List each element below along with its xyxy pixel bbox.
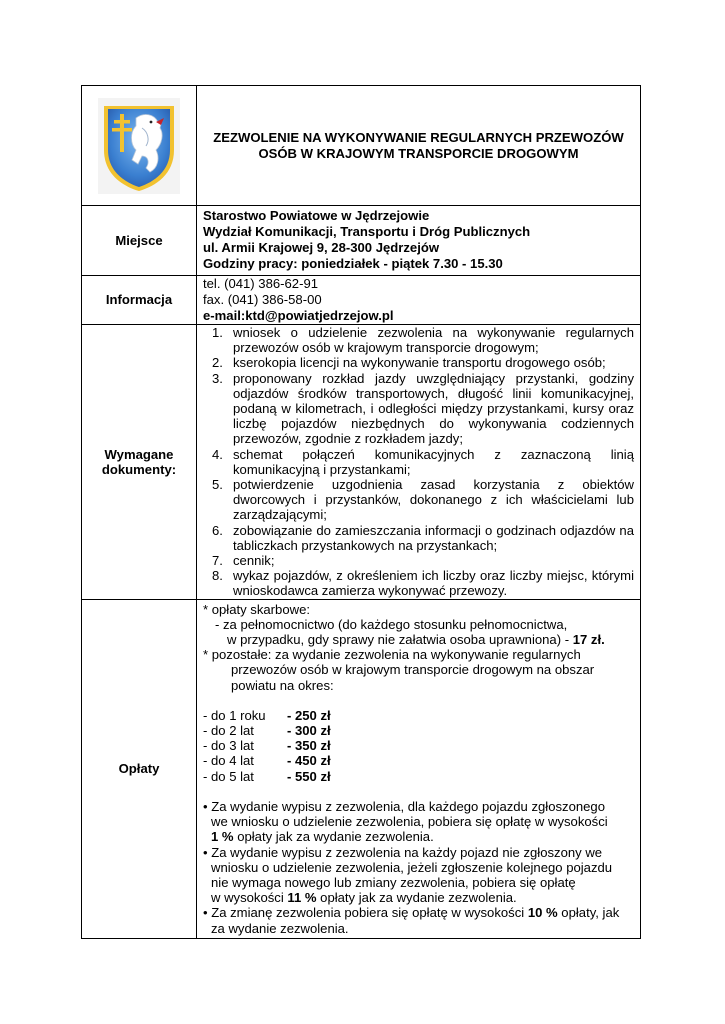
info-row <box>82 276 641 325</box>
header-row <box>82 86 641 206</box>
stamp-fee-line2 <box>203 632 634 647</box>
rate-row <box>203 708 634 723</box>
page-title-line2: OSÓB W KRAJOWYM TRANSPORCIE DROGOWYM <box>258 145 579 161</box>
office-hours: Godziny pracy: poniedziałek - piątek 7.30 - 15.30 <box>203 256 503 271</box>
documents-list <box>203 325 634 599</box>
list-item <box>212 553 634 568</box>
list-item <box>212 447 634 477</box>
list-item <box>212 477 634 523</box>
spacer <box>203 784 634 799</box>
list-item-text: proponowany rozkład jazdy uwzględniający przystanki, godziny odjazdów środków transportowych, długość linii komunikacyjnej, podaną w kilometrach, i odległości między przystankami, kursy oraz liczbę pojazdów niezbędnych do wykonywania codziennych przewozów, zgodnie z rozkładem jazdy; <box>233 370 634 447</box>
rate-amount: - 250 zł <box>287 707 331 723</box>
rate-period: - do 4 lat <box>203 753 254 769</box>
list-item <box>212 523 634 553</box>
info-content <box>197 276 641 325</box>
list-item-text: schemat połączeń komunikacyjnych z zaznaczoną linią komunikacyjną i przystankami; <box>233 446 634 477</box>
list-item <box>212 568 634 598</box>
bullet3-percent: 10 % <box>527 905 558 921</box>
list-item-number: 1. <box>212 325 223 340</box>
fees-label: Opłaty <box>82 599 197 938</box>
documents-content <box>197 325 641 600</box>
list-item-text: wniosek o udzielenie zezwolenia na wykonywanie regularnych przewozów osób w krajowym transporcie drogowym; <box>233 325 634 356</box>
rate-amount: - 300 zł <box>287 723 331 739</box>
fax-number: fax. (041) 386-58-00 <box>203 292 322 307</box>
rate-row <box>203 769 634 784</box>
bullet1-line3 <box>203 829 634 844</box>
other-fees-line1: * pozostałe: za wydanie zezwolenia na wykonywanie regularnych <box>203 647 581 663</box>
list-item-number: 5. <box>212 477 223 493</box>
list-item-text: zobowiązanie do zamieszczania informacji o godzinach odjazdów na tabliczkach przystankowych na przystankach; <box>233 522 634 553</box>
documents-row <box>82 325 641 600</box>
fees-content <box>197 599 641 938</box>
documents-label-line2: dokumenty: <box>101 461 177 477</box>
bullet1-line1: • Za wydanie wypisu z zezwolenia, dla każdego pojazdu zgłoszonego <box>203 798 605 814</box>
bullet3-text-b: opłaty, jak <box>557 905 620 921</box>
info-label: Informacja <box>82 276 197 325</box>
place-label: Miejsce <box>82 206 197 276</box>
spacer <box>203 693 634 708</box>
page-title-line1: ZEZWOLENIE NA WYKONYWANIE REGULARNYCH PRZEWOZÓW <box>213 130 624 145</box>
bullet2-percent: 11 % <box>287 890 317 906</box>
list-item-number: 8. <box>212 568 223 584</box>
rate-amount: - 550 zł <box>287 768 331 784</box>
office-address: ul. Armii Krajowej 9, 28-300 Jędrzejów <box>203 240 440 255</box>
stamp-fee-header: * opłaty skarbowe: <box>203 601 310 617</box>
bullet2-line3: nie wymaga nowego lub zmiany zezwolenia, pobiera się opłatę <box>211 874 576 890</box>
rate-period: - do 2 lat <box>203 723 254 739</box>
other-fees-line2: przewozów osób w krajowym transporcie drogowym na obszar <box>231 662 595 678</box>
email-link[interactable]: e-mail:ktd@powiatjedrzejow.pl <box>203 308 394 323</box>
place-content <box>197 206 641 276</box>
department-name: Wydział Komunikacji, Transportu i Dróg Publicznych <box>203 224 531 239</box>
stamp-fee-line1: - za pełnomocnictwo (do każdego stosunku pełnomocnictwa, <box>215 616 568 632</box>
bullet3-text-a: • Za zmianę zezwolenia pobiera się opłatę w wysokości <box>203 905 528 921</box>
coat-of-arms-icon <box>98 98 180 194</box>
rate-row <box>203 738 634 753</box>
stamp-fee-text: w przypadku, gdy sprawy nie załatwia osoba uprawniona) - <box>227 632 573 648</box>
documents-label-line1: Wymagane <box>104 446 174 462</box>
logo-cell <box>82 86 197 206</box>
bullet2-line2: wniosku o udzielenie zezwolenia, jeżeli zgłoszenie kolejnego pojazdu <box>211 859 613 875</box>
list-item <box>212 371 634 447</box>
rate-amount: - 450 zł <box>287 753 331 769</box>
fees-row <box>82 599 641 938</box>
phone-number: tel. (041) 386-62-91 <box>203 276 319 291</box>
list-item-text: kserokopia licencji na wykonywanie transportu drogowego osób; <box>233 355 606 371</box>
bullet2-line4 <box>203 890 634 905</box>
bullet2-text-a: w wysokości <box>211 890 288 906</box>
bullet1-text: opłaty jak za wydanie zezwolenia. <box>233 829 434 845</box>
documents-label <box>82 325 197 600</box>
bullet3-line2: za wydanie zezwolenia. <box>211 920 349 936</box>
list-item-number: 3. <box>212 370 223 386</box>
bullet2-line1: • Za wydanie wypisu z zezwolenia na każdy pojazd nie zgłoszony we <box>203 844 603 860</box>
list-item-text: cennik; <box>233 553 275 569</box>
bullet1-line2: we wniosku o udzielenie zezwolenia, pobiera się opłatę w wysokości <box>211 814 608 830</box>
rate-period: - do 3 lat <box>203 738 254 754</box>
other-fees-line3: powiatu na okres: <box>231 677 334 693</box>
title-cell <box>197 86 641 206</box>
rate-amount: - 350 zł <box>287 738 331 754</box>
document-table <box>81 85 641 939</box>
rate-row <box>203 723 634 738</box>
bullet1-percent: 1 % <box>211 829 234 845</box>
list-item <box>212 325 634 355</box>
rate-row <box>203 753 634 768</box>
list-item-number: 7. <box>212 553 223 569</box>
list-item-number: 6. <box>212 522 223 538</box>
rate-period: - do 1 roku <box>203 707 266 723</box>
list-item-text: potwierdzenie uzgodnienia zasad korzystania z obiektów dworcowych i przystanków, dokonanego z ich właścicielami lub zarządzającymi; <box>233 477 634 523</box>
bullet2-text-b: opłaty jak za wydanie zezwolenia. <box>316 890 517 906</box>
bullet3-line1 <box>203 905 634 920</box>
list-item-number: 4. <box>212 446 223 462</box>
stamp-fee-amount: 17 zł. <box>572 632 605 648</box>
rate-period: - do 5 lat <box>203 768 254 784</box>
list-item-text: wykaz pojazdów, z określeniem ich liczby oraz liczby miejsc, którymi wnioskodawca zamierza wykonywać przewozy. <box>233 568 634 599</box>
list-item <box>212 355 634 370</box>
list-item-number: 2. <box>212 355 223 371</box>
place-row <box>82 206 641 276</box>
office-name: Starostwo Powiatowe w Jędrzejowie <box>203 208 430 223</box>
